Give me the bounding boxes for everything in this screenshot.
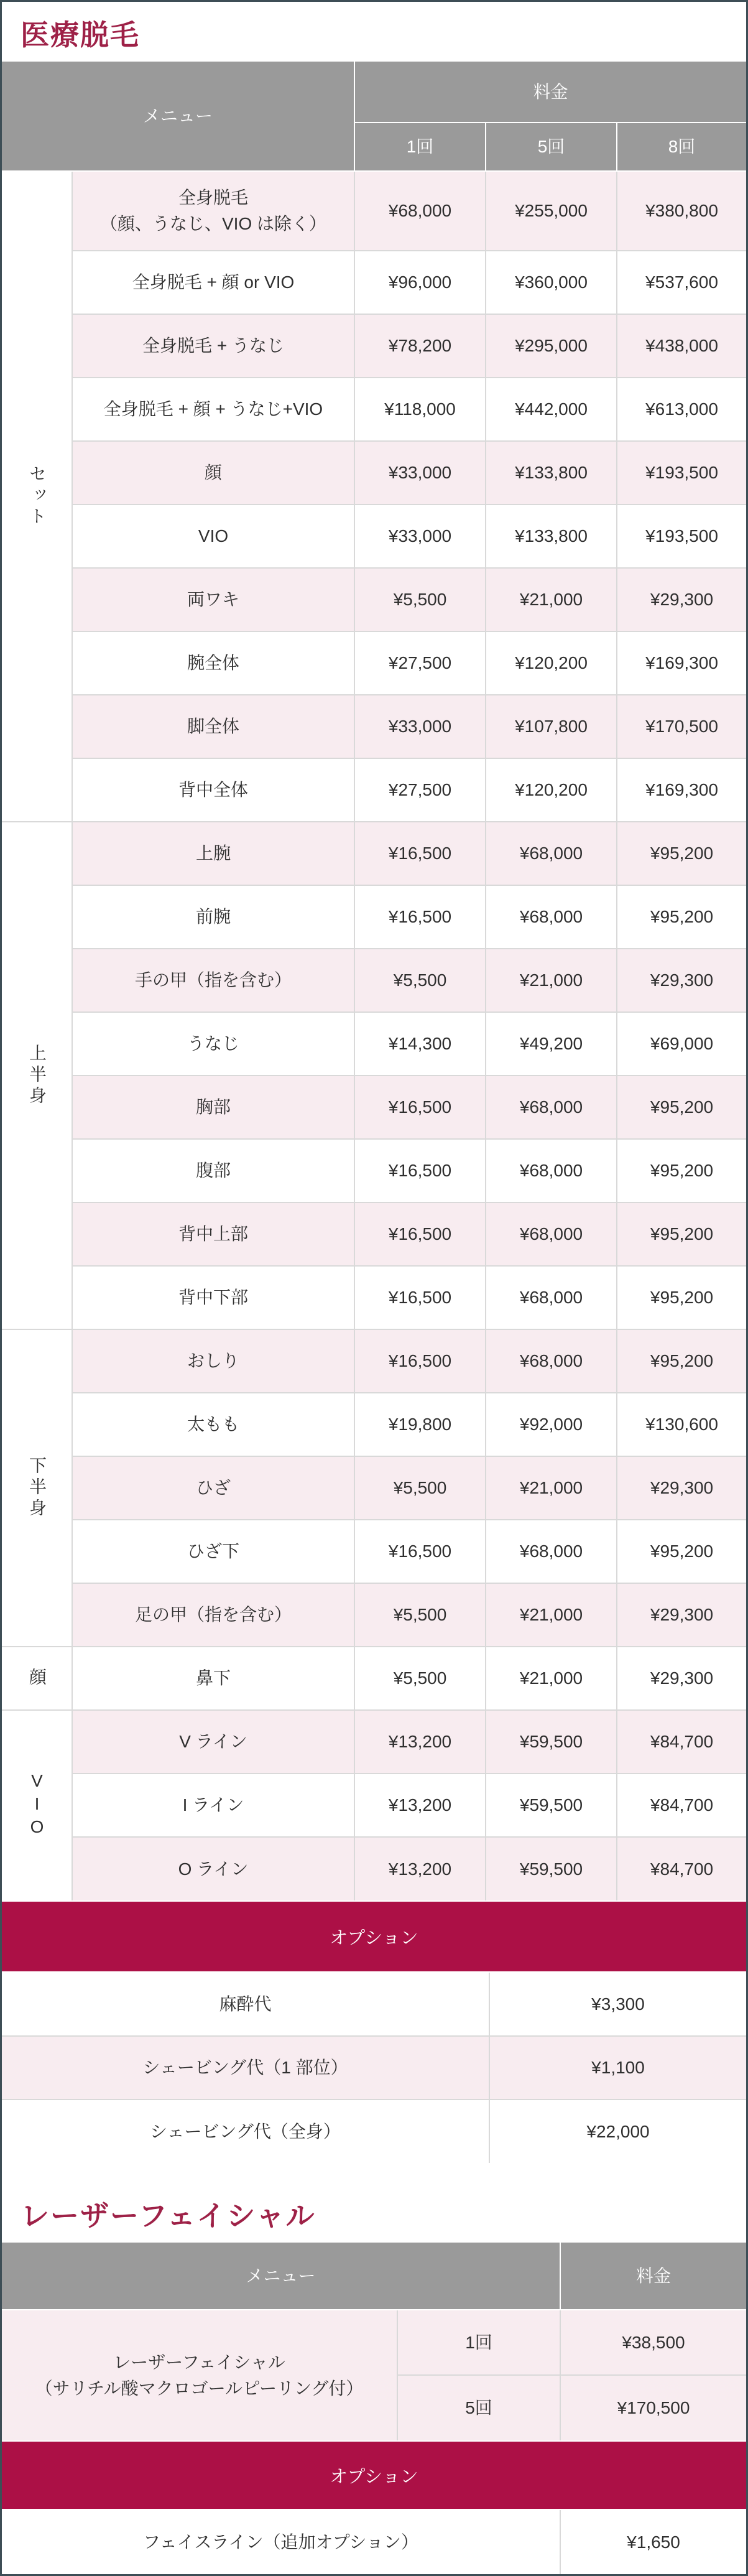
price-value: ¥5,500 — [354, 1456, 486, 1520]
price-value: ¥27,500 — [354, 758, 486, 822]
menu-item-name — [72, 1456, 354, 1520]
menu-item-name-text: V ライン — [179, 1732, 247, 1752]
pricing-row — [2, 885, 746, 949]
pricing-row — [2, 251, 746, 314]
price-value: ¥29,300 — [617, 1456, 746, 1520]
pricing-row — [2, 1329, 746, 1393]
menu-item-name-text: 全身脱毛 + うなじ — [142, 336, 284, 356]
pricing-row — [2, 314, 746, 378]
medical-options-table — [2, 1973, 746, 2163]
laser-count: 1回 — [397, 2310, 560, 2375]
price-value: ¥120,200 — [486, 631, 617, 695]
price-value: ¥16,500 — [354, 1139, 486, 1202]
price-value: ¥95,200 — [617, 1076, 746, 1139]
price-value: ¥29,300 — [617, 949, 746, 1012]
pricing-row — [2, 378, 746, 441]
pricing-row — [2, 949, 746, 1012]
medical-table-header — [2, 62, 746, 171]
price-value: ¥193,500 — [617, 505, 746, 568]
price-value: ¥95,200 — [617, 1520, 746, 1583]
menu-item-name-text: ひざ下 — [187, 1541, 240, 1561]
option-price: ¥3,300 — [489, 1973, 746, 2036]
pricing-row — [2, 1647, 746, 1710]
menu-item-name — [72, 314, 354, 378]
pricing-row — [2, 631, 746, 695]
price-value: ¥16,500 — [354, 1520, 486, 1583]
price-value: ¥5,500 — [354, 1647, 486, 1710]
price-value: ¥29,300 — [617, 568, 746, 631]
price-value: ¥16,500 — [354, 1076, 486, 1139]
pricing-row — [2, 1774, 746, 1837]
price-value: ¥130,600 — [617, 1393, 746, 1456]
menu-item-name — [72, 695, 354, 758]
menu-item-name-text: 太もも — [187, 1415, 240, 1434]
pricing-row — [2, 1710, 746, 1774]
price-value: ¥170,500 — [617, 695, 746, 758]
price-value: ¥13,200 — [354, 1710, 486, 1774]
pricing-row — [2, 1393, 746, 1456]
menu-item-name — [72, 822, 354, 885]
laser-price: ¥170,500 — [560, 2375, 746, 2440]
page-title-medical: 医療脱毛 — [21, 19, 140, 51]
price-value: ¥255,000 — [486, 171, 617, 251]
laser-price: ¥38,500 — [560, 2310, 746, 2375]
price-value: ¥33,000 — [354, 441, 486, 505]
menu-item-name-text: ひざ — [196, 1478, 231, 1498]
price-value: ¥537,600 — [617, 251, 746, 314]
laser-column-header-menu: メニュー — [2, 2243, 560, 2310]
price-value: ¥19,800 — [354, 1393, 486, 1456]
menu-item-name-text: 手の甲（指を含む） — [135, 970, 292, 990]
option-row — [2, 2099, 746, 2163]
pricing-row — [2, 758, 746, 822]
option-price: ¥22,000 — [489, 2099, 746, 2163]
price-value: ¥95,200 — [617, 1139, 746, 1202]
price-value: ¥169,300 — [617, 758, 746, 822]
menu-item-name — [72, 758, 354, 822]
price-value: ¥13,200 — [354, 1774, 486, 1837]
price-value: ¥59,500 — [486, 1774, 617, 1837]
price-value: ¥21,000 — [486, 1456, 617, 1520]
menu-item-name — [72, 1710, 354, 1774]
menu-item-name — [72, 1076, 354, 1139]
price-value: ¥69,000 — [617, 1012, 746, 1076]
menu-item-name — [72, 885, 354, 949]
row-group-label: 顔 — [2, 1647, 72, 1710]
menu-item-name-text: 両ワキ — [187, 590, 240, 610]
option-price: ¥1,650 — [560, 2510, 746, 2574]
menu-item-name-text: 全身脱毛 + 顔 or VIO — [132, 272, 295, 292]
menu-item-name — [72, 1012, 354, 1076]
row-group-label: 下半身 — [2, 1329, 72, 1647]
price-value: ¥360,000 — [486, 251, 617, 314]
price-value: ¥133,800 — [486, 441, 617, 505]
price-value: ¥68,000 — [486, 1139, 617, 1202]
laser-options-header-bar: オプション — [2, 2440, 746, 2510]
menu-item-name — [72, 171, 354, 251]
price-value: ¥5,500 — [354, 568, 486, 631]
laser-options-tbody — [2, 2510, 746, 2574]
menu-item-name-text: 全身脱毛 — [178, 188, 249, 208]
laser-options-table — [2, 2510, 746, 2574]
price-value: ¥68,000 — [486, 885, 617, 949]
laser-tbody — [2, 2310, 746, 2440]
column-header-menu: メニュー — [2, 62, 354, 171]
menu-item-name — [72, 1520, 354, 1583]
price-value: ¥21,000 — [486, 949, 617, 1012]
pricing-row — [2, 1520, 746, 1583]
price-value: ¥5,500 — [354, 1583, 486, 1647]
price-value: ¥169,300 — [617, 631, 746, 695]
price-value: ¥59,500 — [486, 1837, 617, 1900]
pricing-row — [2, 1837, 746, 1900]
option-name: シェービング代（全身） — [2, 2099, 489, 2163]
laser-variant-row — [2, 2310, 746, 2375]
menu-item-name-text: 背中上部 — [178, 1224, 249, 1244]
option-name: シェービング代（1 部位） — [2, 2036, 489, 2099]
column-header-8-times: 8回 — [617, 123, 746, 171]
menu-item-name-text: 前腕 — [196, 907, 231, 927]
price-value: ¥29,300 — [617, 1647, 746, 1710]
pricing-row — [2, 1583, 746, 1647]
menu-item-name-text: 顔 — [205, 463, 223, 483]
menu-item-name — [72, 631, 354, 695]
price-value: ¥21,000 — [486, 568, 617, 631]
column-header-1-time: 1回 — [354, 123, 486, 171]
medical-pricing-table — [2, 62, 746, 1900]
price-value: ¥84,700 — [617, 1837, 746, 1900]
menu-item-name-text: 全身脱毛 + 顔 + うなじ+VIO — [103, 399, 323, 419]
price-value: ¥442,000 — [486, 378, 617, 441]
menu-item-name — [72, 1837, 354, 1900]
price-value: ¥68,000 — [486, 1076, 617, 1139]
menu-item-name-text: 上腕 — [196, 844, 231, 863]
price-value: ¥120,200 — [486, 758, 617, 822]
row-group-label: VIO — [2, 1710, 72, 1900]
price-value: ¥95,200 — [617, 1329, 746, 1393]
menu-item-name — [72, 505, 354, 568]
menu-item-name — [72, 251, 354, 314]
price-value: ¥133,800 — [486, 505, 617, 568]
menu-item-name — [72, 1647, 354, 1710]
menu-item-name — [72, 378, 354, 441]
price-value: ¥29,300 — [617, 1583, 746, 1647]
menu-item-name-text: 腹部 — [196, 1161, 231, 1181]
price-value: ¥68,000 — [354, 171, 486, 251]
price-value: ¥27,500 — [354, 631, 486, 695]
menu-item-name — [72, 568, 354, 631]
column-header-5-times: 5回 — [486, 123, 617, 171]
menu-item-name-text: 背中下部 — [178, 1288, 249, 1308]
price-value: ¥16,500 — [354, 885, 486, 949]
menu-item-note: （顔、うなじ、VIO は除く） — [100, 214, 327, 234]
price-value: ¥92,000 — [486, 1393, 617, 1456]
price-value: ¥118,000 — [354, 378, 486, 441]
price-value: ¥68,000 — [486, 1329, 617, 1393]
menu-item-name-text: 鼻下 — [196, 1668, 231, 1688]
pricing-row — [2, 695, 746, 758]
medical-options-tbody — [2, 1973, 746, 2163]
price-value: ¥84,700 — [617, 1774, 746, 1837]
price-value: ¥68,000 — [486, 1520, 617, 1583]
menu-item-name-text: おしり — [187, 1351, 240, 1371]
menu-item-name — [72, 1774, 354, 1837]
price-value: ¥295,000 — [486, 314, 617, 378]
menu-item-name — [72, 1266, 354, 1329]
pricing-row — [2, 1139, 746, 1202]
pricing-row — [2, 1202, 746, 1266]
medical-tbody — [2, 171, 746, 1900]
option-name: フェイスライン（追加オプション） — [2, 2510, 560, 2574]
menu-item-name — [72, 1583, 354, 1647]
menu-item-name-text: 足の甲（指を含む） — [135, 1605, 292, 1625]
menu-item-name-text: 胸部 — [196, 1097, 231, 1117]
price-value: ¥84,700 — [617, 1710, 746, 1774]
row-group-label: 上半身 — [2, 822, 72, 1329]
price-value: ¥107,800 — [486, 695, 617, 758]
price-value: ¥95,200 — [617, 1266, 746, 1329]
menu-item-name-text: O ライン — [178, 1859, 249, 1879]
price-value: ¥68,000 — [486, 1202, 617, 1266]
price-value: ¥96,000 — [354, 251, 486, 314]
price-value: ¥59,500 — [486, 1710, 617, 1774]
laser-menu-name — [2, 2310, 397, 2440]
price-value: ¥5,500 — [354, 949, 486, 1012]
menu-item-name-text: うなじ — [187, 1034, 240, 1054]
price-value: ¥16,500 — [354, 1202, 486, 1266]
menu-item-name — [72, 949, 354, 1012]
menu-item-name — [72, 1329, 354, 1393]
price-value: ¥193,500 — [617, 441, 746, 505]
pricing-row — [2, 1076, 746, 1139]
price-value: ¥33,000 — [354, 695, 486, 758]
menu-item-name — [72, 1139, 354, 1202]
option-row — [2, 2036, 746, 2099]
laser-column-header-price: 料金 — [560, 2243, 746, 2310]
price-value: ¥438,000 — [617, 314, 746, 378]
pricing-row — [2, 822, 746, 885]
price-value: ¥16,500 — [354, 1266, 486, 1329]
price-value: ¥78,200 — [354, 314, 486, 378]
price-value: ¥68,000 — [486, 1266, 617, 1329]
price-value: ¥33,000 — [354, 505, 486, 568]
menu-item-name-text: 腕全体 — [187, 653, 240, 673]
medical-options-header-bar: オプション — [2, 1900, 746, 1973]
price-value: ¥49,200 — [486, 1012, 617, 1076]
price-value: ¥95,200 — [617, 822, 746, 885]
row-group-label: セット — [2, 171, 72, 822]
pricing-row — [2, 441, 746, 505]
menu-item-name-text: VIO — [198, 526, 229, 546]
pricing-row — [2, 568, 746, 631]
price-value: ¥21,000 — [486, 1583, 617, 1647]
menu-item-name-text: I ライン — [182, 1795, 244, 1815]
menu-item-name — [72, 441, 354, 505]
price-value: ¥16,500 — [354, 1329, 486, 1393]
pricing-row — [2, 505, 746, 568]
price-value: ¥21,000 — [486, 1647, 617, 1710]
laser-menu-name-text: レーザーフェイシャル — [113, 2352, 285, 2372]
option-row — [2, 1973, 746, 2036]
price-value: ¥14,300 — [354, 1012, 486, 1076]
menu-item-name-text: 背中全体 — [178, 780, 249, 800]
menu-item-name — [72, 1393, 354, 1456]
price-value: ¥95,200 — [617, 1202, 746, 1266]
price-value: ¥16,500 — [354, 822, 486, 885]
laser-count: 5回 — [397, 2375, 560, 2440]
price-value: ¥95,200 — [617, 885, 746, 949]
pricing-row — [2, 171, 746, 251]
option-name: 麻酔代 — [2, 1973, 489, 2036]
menu-item-name — [72, 1202, 354, 1266]
price-value: ¥68,000 — [486, 822, 617, 885]
option-row — [2, 2510, 746, 2574]
menu-item-name-text: 脚全体 — [187, 717, 240, 737]
option-price: ¥1,100 — [489, 2036, 746, 2099]
page-title-laser: レーザーフェイシャル — [21, 2200, 316, 2233]
price-value: ¥613,000 — [617, 378, 746, 441]
laser-table-header — [2, 2243, 746, 2310]
price-value: ¥13,200 — [354, 1837, 486, 1900]
pricing-row — [2, 1456, 746, 1520]
pricing-row — [2, 1012, 746, 1076]
laser-menu-note: （サリチル酸マクロゴールピーリング付） — [35, 2378, 364, 2398]
laser-pricing-table — [2, 2243, 746, 2440]
column-header-price: 料金 — [354, 62, 746, 123]
price-value: ¥380,800 — [617, 171, 746, 251]
pricing-row — [2, 1266, 746, 1329]
